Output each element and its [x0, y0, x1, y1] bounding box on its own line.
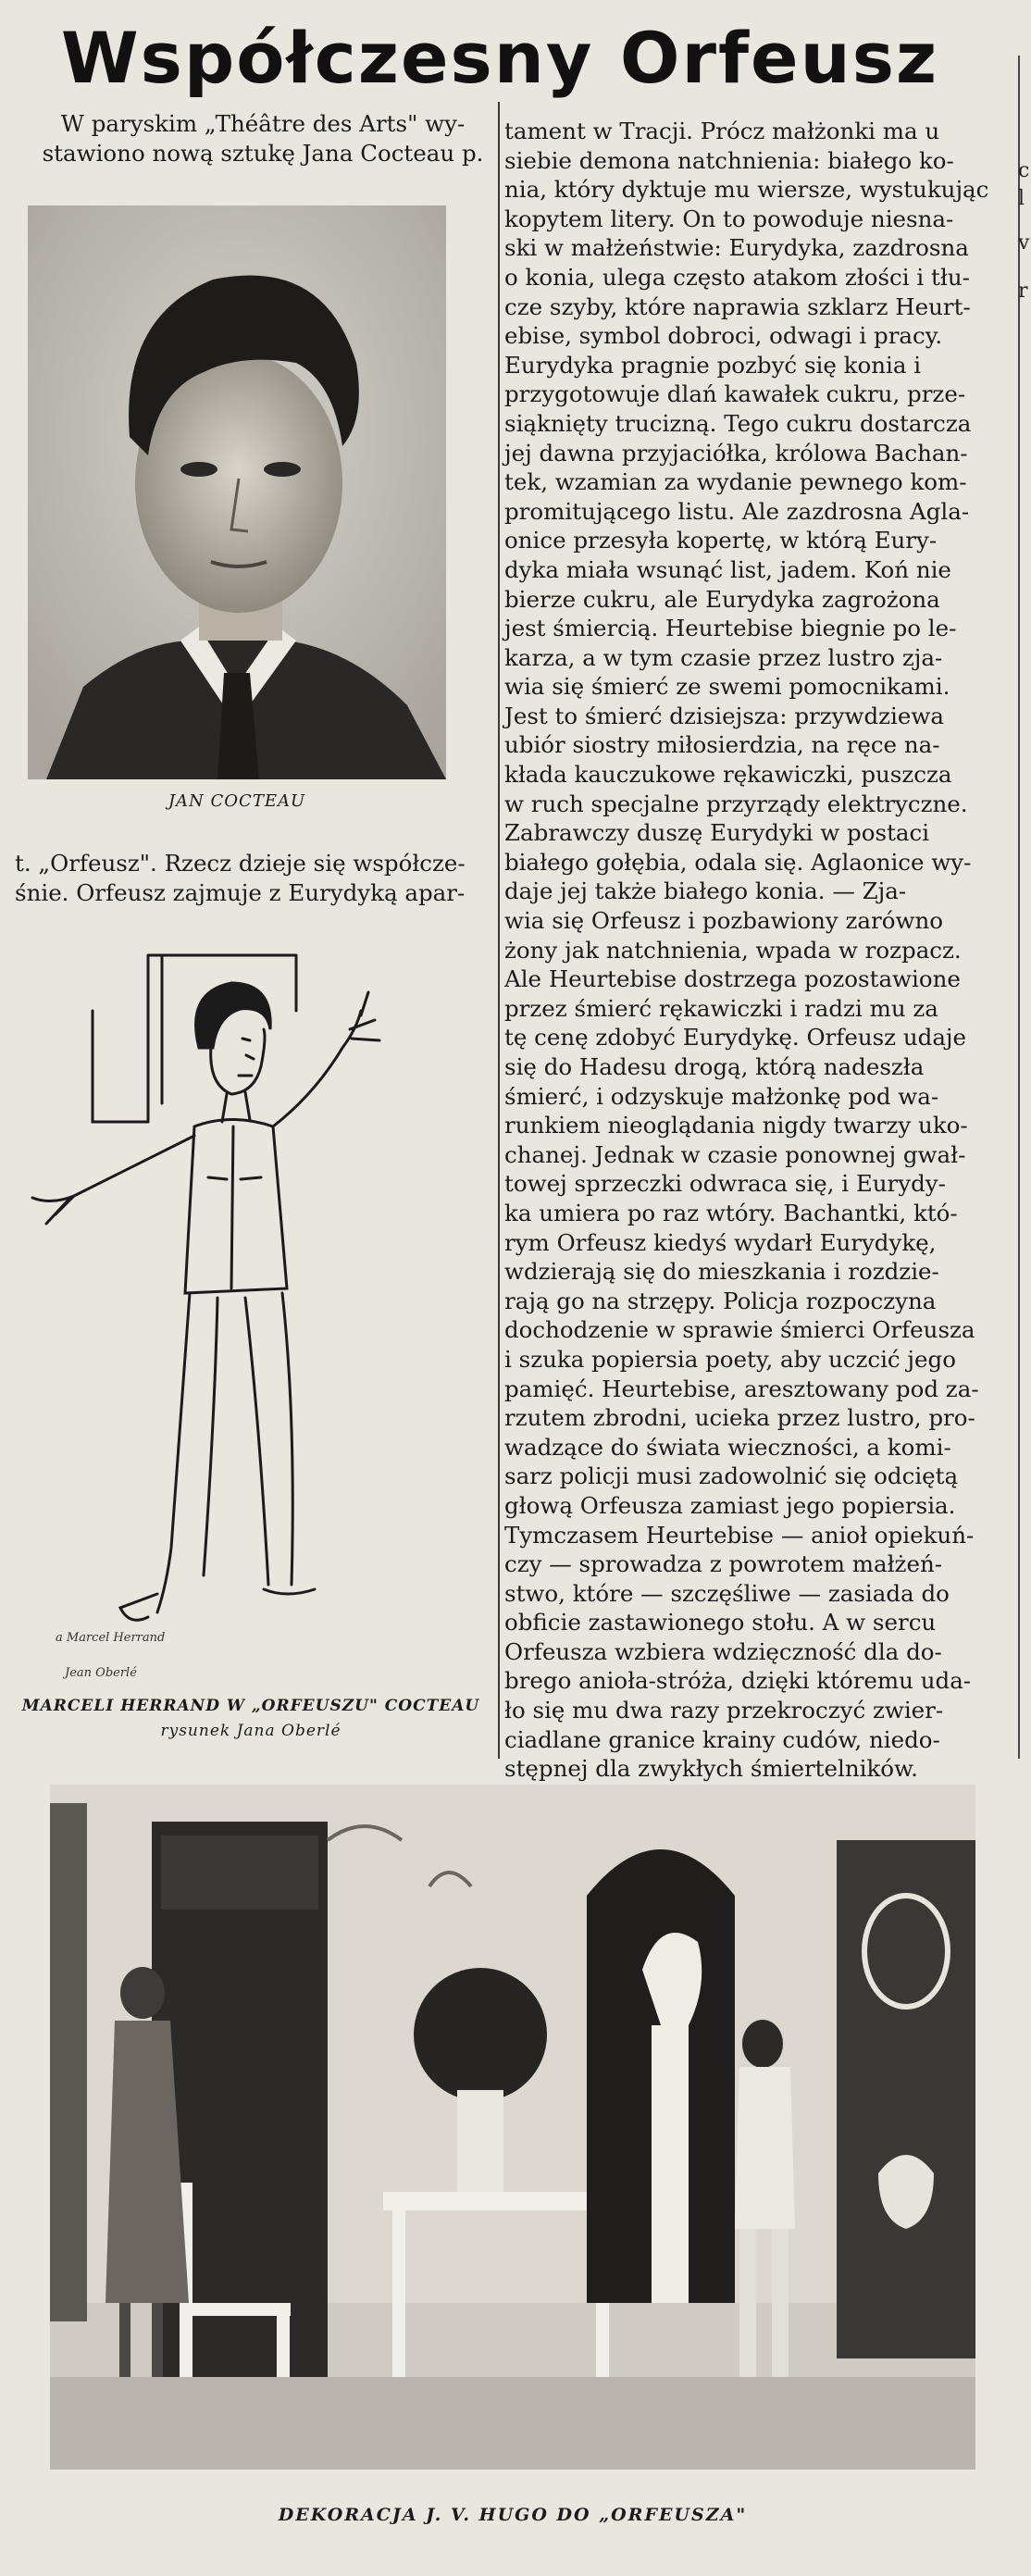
intro-cont-line: śnie. Orfeusz zajmuje z Eurydyką apar- — [15, 878, 466, 906]
article-line: siebie demona natchnienia: białego ko- — [504, 146, 954, 174]
article-line: obficie zastawionego stołu. A w sercu — [504, 1609, 937, 1636]
edge-fragment: l — [1018, 187, 1025, 210]
article-line: wdzierają się do mieszkania i rozdzie- — [504, 1258, 939, 1286]
article-line: promitującego listu. Ale zazdrosna Agla- — [504, 497, 970, 525]
portrait-photo — [28, 205, 446, 779]
article-line: siąknięty trucizną. Tego cukru dostarcza — [504, 409, 972, 437]
edge-fragment: c — [1018, 159, 1030, 182]
article-line: wia się Orfeusz i pozbawiony zarówno — [504, 907, 944, 935]
article-line: ebise, symbol dobroci, odwagi i pracy. — [504, 322, 943, 350]
article-line: dyka miała wsunąć list, jadem. Koń nie — [504, 555, 951, 583]
intro-cont-line: t. „Orfeusz". Rzecz dzieje się współcze- — [15, 850, 466, 877]
article-line: Tymczasem Heurtebise — anioł opiekuń- — [504, 1521, 975, 1549]
edge-fragment: v — [1018, 231, 1030, 255]
article-line: wadzące do świata wieczności, a komi- — [504, 1433, 951, 1461]
article-line: rzutem zbrodni, ucieka przez lustro, pro- — [504, 1404, 975, 1432]
sketch-signature-small: a Marcel Herrand — [56, 1631, 166, 1645]
article-line: kłada kauczukowe rękawiczki, puszcza — [504, 761, 952, 789]
edge-divider — [1018, 56, 1020, 1759]
article-line: sarz policji musi zadowolnić się odciętą — [504, 1462, 959, 1490]
article-line: dochodzenie w sprawie śmierci Orfeusza — [504, 1316, 975, 1344]
article-line: karza, a w tym czasie przez lustro zja- — [504, 643, 943, 671]
article-line: stwo, które — szczęśliwe — zasiada do — [504, 1579, 950, 1607]
article-line: onice przesyła kopertę, w którą Eury- — [504, 527, 938, 554]
article-line: pamięć. Heurtebise, aresztowany pod za- — [504, 1375, 979, 1402]
article-line: Jest to śmierć dzisiejsza: przywdziewa — [504, 702, 944, 729]
article-title: Współczesny Orfeusz — [60, 17, 939, 99]
article-line: nia, który dyktuje mu wiersze, wystukując — [504, 176, 989, 204]
article-line: jej dawna przyjaciółka, królowa Bachan- — [504, 439, 968, 467]
article-line: towej sprzeczki odwraca się, i Eurydy- — [504, 1170, 946, 1198]
article-line: tę cenę zdobyć Eurydykę. Orfeusz udaje — [504, 1024, 967, 1052]
stage-set-photo — [50, 1785, 975, 2470]
article-line: tament w Tracji. Prócz małżonki ma u — [504, 118, 940, 144]
stage-caption: DEKORACJA J. V. HUGO DO „ORFEUSZA" — [278, 2505, 748, 2525]
article-line: runkiem nieoglądania nigdy twarzy uko- — [504, 1112, 968, 1139]
article-line: Zabrawczy duszę Eurydyki w postaci — [504, 819, 930, 847]
article-line: o konia, ulega często atakom złości i tłu- — [504, 263, 970, 291]
article-line: czy — sprowadza z powrotem małżeń- — [504, 1550, 943, 1578]
intro-continuation — [15, 849, 492, 907]
article-line: rym Orfeusz kiedyś wydarł Eurydykę, — [504, 1228, 937, 1256]
article-line: brego anioła-stróża, dzięki któremu uda- — [504, 1667, 972, 1695]
edge-fragment: r — [1018, 280, 1028, 303]
article-line: stępnej dla zwykłych śmiertelników. — [504, 1755, 918, 1783]
article-line: chanej. Jednak w czasie ponownej gwał- — [504, 1140, 966, 1168]
line-sketch-drawing — [19, 937, 481, 1668]
intro-text — [31, 109, 494, 168]
article-line: jest śmiercią. Heurtebise biegnie po le- — [504, 615, 957, 642]
article-line: przez śmierć rękawiczki i radzi mu za — [504, 994, 938, 1022]
article-line: ski w małżeństwie: Eurydyka, zazdrosna — [504, 234, 969, 262]
article-line: ubiór siostry miłosierdzia, na ręce na- — [504, 731, 940, 759]
article-line: białego gołębia, odala się. Aglaonice wy- — [504, 848, 972, 876]
sketch-credit: rysunek Jana Oberlé — [160, 1722, 342, 1740]
article-line: tek, wzamian za wydanie pewnego kom- — [504, 468, 967, 496]
article-line: ka umiera po raz wtóry. Bachantki, któ- — [504, 1199, 958, 1226]
article-line: się do Hadesu drogą, którą nadeszła — [504, 1053, 925, 1080]
column-divider — [498, 102, 500, 1759]
intro-line: W paryskim „Théâtre des Arts" wy- — [60, 110, 466, 137]
article-line: w ruch specjalne przyrządy elektryczne. — [504, 790, 968, 817]
article-line: daje jej także białego konia. — Zja- — [504, 877, 907, 905]
article-line: żony jak natchnienia, wpada w rozpacz. — [504, 936, 962, 964]
article-line: Eurydyka pragnie pozbyć się konia i — [504, 351, 922, 379]
sketch-signature: Jean Oberlé — [65, 1666, 137, 1680]
article-line: wia się śmierć ze swemi pomocnikami. — [504, 673, 950, 701]
article-line: kopytem litery. On to powoduje niesna- — [504, 205, 954, 232]
article-line: cze szyby, które naprawia szklarz Heurt- — [504, 292, 971, 320]
article-body-right-column — [504, 117, 1000, 1784]
article-line: głową Orfeusza zamiast jego popiersia. — [504, 1491, 956, 1519]
sketch-caption: MARCELI HERRAND W „ORFEUSZU" COCTEAU — [21, 1697, 480, 1715]
article-line: i szuka popiersia poety, aby uczcić jego — [504, 1345, 956, 1373]
article-line: bierze cukru, ale Eurydyka zagrożona — [504, 585, 940, 613]
article-line: Ale Heurtebise dostrzega pozostawione — [504, 965, 961, 993]
article-line: rają go na strzępy. Policja rozpoczyna — [504, 1287, 937, 1314]
article-line: Orfeusza wzbiera wdzięczność dla do- — [504, 1637, 942, 1665]
intro-line: stawiono nową sztukę Jana Cocteau p. — [42, 139, 484, 167]
article-line: śmierć, i odzyskuje małżonkę pod wa- — [504, 1082, 939, 1110]
article-line: przygotowuje dlań kawałek cukru, prze- — [504, 380, 966, 408]
article-line: ło się mu dwa razy przekroczyć zwier- — [504, 1697, 944, 1724]
article-line: ciadlane granice krainy cudów, niedo- — [504, 1725, 940, 1753]
portrait-caption: JAN COCTEAU — [168, 791, 306, 811]
